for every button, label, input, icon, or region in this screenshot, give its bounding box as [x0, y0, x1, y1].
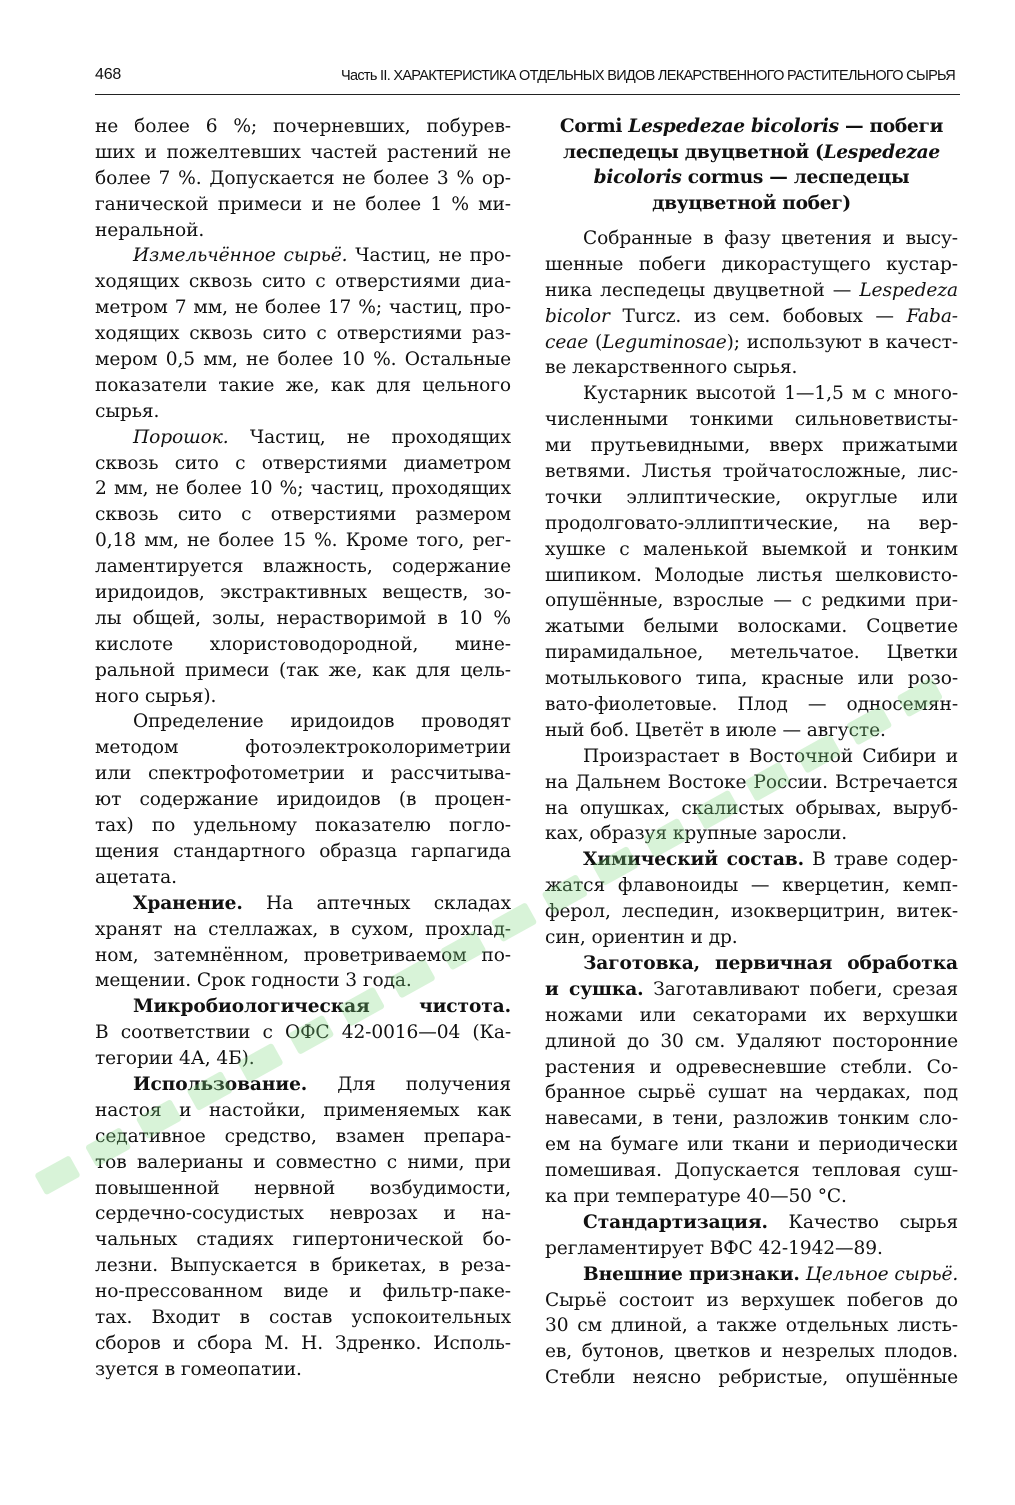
text-line: тах. Входит в состав успокоительных [95, 1306, 511, 1328]
text-line: шипиком. Молодые листья шелковисто- [545, 564, 958, 586]
section-term: Хранение. [133, 892, 243, 914]
text-line: Кустарник высотой 1—1,5 м с много- [583, 383, 958, 405]
left-column [95, 114, 511, 1383]
text-line: растения и одревесневшие стебли. Со- [545, 1056, 958, 1078]
paragraph-external-features [545, 1262, 958, 1391]
text-line: численными тонкими сильноветвисты- [545, 409, 958, 431]
text-line: метром 7 мм, не более 17 %; частиц, про- [95, 297, 511, 319]
text-line: тегории 4А, 4Б). [95, 1048, 255, 1070]
text-line: ве лекарственного сырья. [545, 357, 798, 379]
text-line: седативное средство, взамен препара- [95, 1125, 511, 1147]
latin-name: Faba- [906, 305, 958, 327]
text-line: лы общей, золы, нерастворимой в 10 % [95, 607, 511, 629]
text-line: неральной. [95, 219, 205, 241]
text-line: сквозь сито с отверстиями диаметром [95, 452, 511, 474]
paragraph-harvesting [545, 951, 958, 1210]
text-line: тах) по удельному показателю погло- [95, 815, 511, 837]
paragraph-ground-material [95, 243, 511, 424]
latin-name: Leguminosae [602, 331, 727, 353]
text-line: регламентирует ВФС 42-1942—89. [545, 1237, 883, 1259]
text-line: бранное сырьё сушат на чердаках, под [545, 1082, 958, 1104]
text-line: иридоидов, экстрактивных веществ, зо- [95, 582, 511, 604]
text-line: ном, затемнённом, проветриваемом по- [95, 944, 511, 966]
text-line: шенные побеги дикорастущего кустар- [545, 253, 958, 275]
text-line: Сырьё состоит из верхушек побегов до [545, 1289, 958, 1311]
text-line: Определение иридоидов проводят [133, 711, 511, 733]
right-column [545, 114, 958, 1391]
text-line: хушке с маленькой выемкой и тонким [545, 538, 958, 560]
paragraph-standardization [545, 1210, 958, 1262]
text-line: ют содержание иридоидов (в процен- [95, 789, 511, 811]
text-line: сердечно-сосудистых неврозах и на- [95, 1203, 511, 1225]
title-latin: Lespedezae [823, 141, 940, 163]
text-line: методом фотоэлектроколориметрии [95, 737, 511, 759]
text-line: мотылькового типа, красные или розо- [545, 668, 958, 690]
latin-name: bicolor [545, 305, 610, 327]
section-term: и сушка. [545, 978, 644, 1000]
text-line: ших и пожелтевших частей растений не [95, 141, 511, 163]
text-line: настоя и настойки, применяемых как [95, 1099, 511, 1121]
text-span: Для получения [307, 1073, 511, 1095]
paragraph-microbiology [95, 994, 511, 1072]
text-line: ламентируется влажность, содержание [95, 556, 511, 578]
text-line: или спектрофотометрии и рассчитыва- [95, 763, 511, 785]
text-line: пирамидальное, метельчатое. Цветки [545, 642, 958, 664]
section-term: Микробиологическая чистота. [133, 996, 511, 1018]
section-term: Стандартизация. [583, 1211, 768, 1233]
text-span: Цельное сырьё. [799, 1263, 959, 1285]
text-line: более 7 %. Допускается не более 3 % ор- [95, 167, 511, 189]
text-line: повышенной нервной возбудимости, [95, 1177, 511, 1199]
section-term: Химический состав. [583, 849, 804, 871]
text-line: сборов и сбора М. Н. Здренко. Исполь- [95, 1332, 511, 1354]
text-line: ацетата. [95, 866, 177, 888]
text-line: ральной примеси (так же, как для цель- [95, 659, 511, 681]
title-text: двуцветной побег) [652, 192, 851, 214]
text-line: В соответствии с ОФС 42-0016—04 (Ка- [95, 1022, 511, 1044]
title-text: cormus — леспедецы [681, 167, 910, 188]
text-span: Качество сырья [767, 1211, 958, 1233]
paragraph-habitat [545, 744, 958, 848]
text-line: на Дальнем Востоке России. Встречается [545, 771, 958, 793]
text-line: син, ориентин и др. [545, 927, 738, 949]
article-title [545, 114, 958, 216]
text-line: показатели такие же, как для цельного [95, 374, 511, 396]
text-line: 30 см длиной, а также отдельных листь- [545, 1315, 958, 1337]
watermark-segment [34, 1155, 81, 1195]
text-line: мером 0,5 мм, не более 10 %. Остальные [95, 349, 511, 371]
text-span: Заготавливают побеги, срезая [643, 978, 958, 1000]
paragraph-impurities [95, 114, 511, 243]
section-term: Использование. [133, 1073, 308, 1095]
text-line: кислоте хлористоводородной, мине- [95, 633, 511, 655]
text-span: ( [588, 331, 603, 353]
text-line: ного сырья). [95, 685, 217, 707]
text-line: хранят на стеллажах, в сухом, прохлад- [95, 918, 511, 940]
text-line: лезни. Выпускается в брикетах, в реза- [95, 1255, 511, 1277]
paragraph-definition [545, 226, 958, 381]
paragraph-iridoid-method [95, 709, 511, 890]
section-term: Заготовка, первичная обработка [583, 952, 958, 974]
running-head: Часть II. ХАРАКТЕРИСТИКА ОТДЕЛЬНЫХ ВИДОВ ЛЕКАРСТВЕННОГО РАСТИТЕЛЬНОГО СЫРЬЯ [341, 68, 955, 84]
text-line: Стебли неясно ребристые, опушённые [545, 1367, 958, 1389]
text-span: В траве содер- [803, 849, 958, 871]
text-line: точки эллиптические, округлые или [545, 486, 958, 508]
text-line: ферол, леспедин, изокверцитрин, витек- [545, 901, 958, 923]
text-line: ганической примеси и не более 1 % ми- [95, 193, 511, 215]
text-line: но-прессованном виде и фильтр-паке- [95, 1281, 511, 1303]
text-line: ми прутьевидными, вверх прижатыми [545, 435, 958, 457]
paragraph-storage [95, 891, 511, 995]
text-line: длиной до 30 см. Удаляют посторонние [545, 1030, 958, 1052]
text-line: тов валерианы и совместно с ними, при [95, 1151, 511, 1173]
text-line: ев, бутонов, цветков и незрелых плодов. [545, 1341, 958, 1363]
text-line: продолговато-эллиптические, на вер- [545, 512, 958, 534]
text-line: ходящих сквозь сито с отверстиями раз- [95, 323, 511, 345]
paragraph-usage [95, 1072, 511, 1383]
text-span: Turcz. из сем. бобовых — [609, 305, 907, 327]
text-line: не более 6 %; почерневших, побурев- [95, 116, 511, 137]
text-line: Собранные в фазу цветения и высу- [583, 228, 958, 249]
paragraph-powder [95, 425, 511, 710]
text-line: вато-фиолетовые. Плод — односемян- [545, 694, 958, 716]
text-line: Произрастает в Восточной Сибири и [583, 745, 958, 767]
text-line: жатся флавоноиды — кверцетин, кемп- [545, 875, 958, 897]
text-line: ходящих сквозь сито с отверстиями диа- [95, 271, 511, 293]
text-line: сырья. [95, 400, 160, 422]
title-text: — побеги [838, 116, 944, 137]
text-line: ветвями. Листья тройчатосложные, лис- [545, 461, 958, 483]
title-latin: bicoloris [593, 167, 682, 188]
section-term: Порошок. [133, 426, 229, 448]
paragraph-description [545, 381, 958, 743]
latin-name: ceae [545, 331, 589, 353]
text-line: сквозь сито с отверстиями размером [95, 504, 511, 526]
text-line: ножами или секаторами их верхушки [545, 1004, 958, 1026]
paragraph-composition [545, 847, 958, 951]
text-line: опушённые, взрослые — с редкими при- [545, 590, 958, 612]
text-line: навесами, в тени, разложив тонким сло- [545, 1108, 958, 1130]
title-text: Cormi [559, 116, 629, 137]
text-line: мещении. Срок годности 3 года. [95, 970, 412, 992]
latin-name: Lespedeza [859, 279, 958, 301]
text-span: ); используют в качест- [726, 331, 958, 353]
text-line: ка при температуре 40—50 °С. [545, 1185, 847, 1207]
page-number: 468 [95, 66, 122, 83]
section-term: Измельчённое сырьё. [133, 245, 348, 267]
section-term: Внешние признаки. [583, 1263, 800, 1285]
text-span: ника леспедецы двуцветной — [545, 279, 860, 301]
text-line: жатыми белыми волосками. Соцветие [545, 616, 958, 638]
text-line: зуется в гомеопатии. [95, 1358, 302, 1380]
title-latin: Lespedezae bicoloris [628, 116, 839, 137]
text-span: Частиц, не проходящих [228, 426, 511, 448]
page-header [95, 62, 955, 92]
text-line: 0,18 мм, не более 15 %. Кроме того, рег- [95, 530, 511, 552]
text-span: На аптечных складах [242, 892, 511, 914]
text-line: ный боб. Цветёт в июле — августе. [545, 719, 886, 741]
text-line: ках, образуя крупные заросли. [545, 823, 848, 845]
text-line: чальных стадиях гипертонической бо- [95, 1229, 511, 1251]
text-line: на опушках, скалистых обрывах, выруб- [545, 797, 958, 819]
header-rule [95, 94, 960, 95]
text-line: щения стандартного образца гарпагида [95, 840, 511, 862]
text-span: Частиц, не про- [347, 245, 511, 267]
text-line: помешивая. Допускается тепловая суш- [545, 1160, 958, 1182]
title-text: леспедецы двуцветной ( [563, 141, 824, 163]
text-line: ем на бумаге или ткани и периодически [545, 1134, 958, 1156]
text-line: 2 мм, не более 10 %; частиц, проходящих [95, 478, 511, 500]
